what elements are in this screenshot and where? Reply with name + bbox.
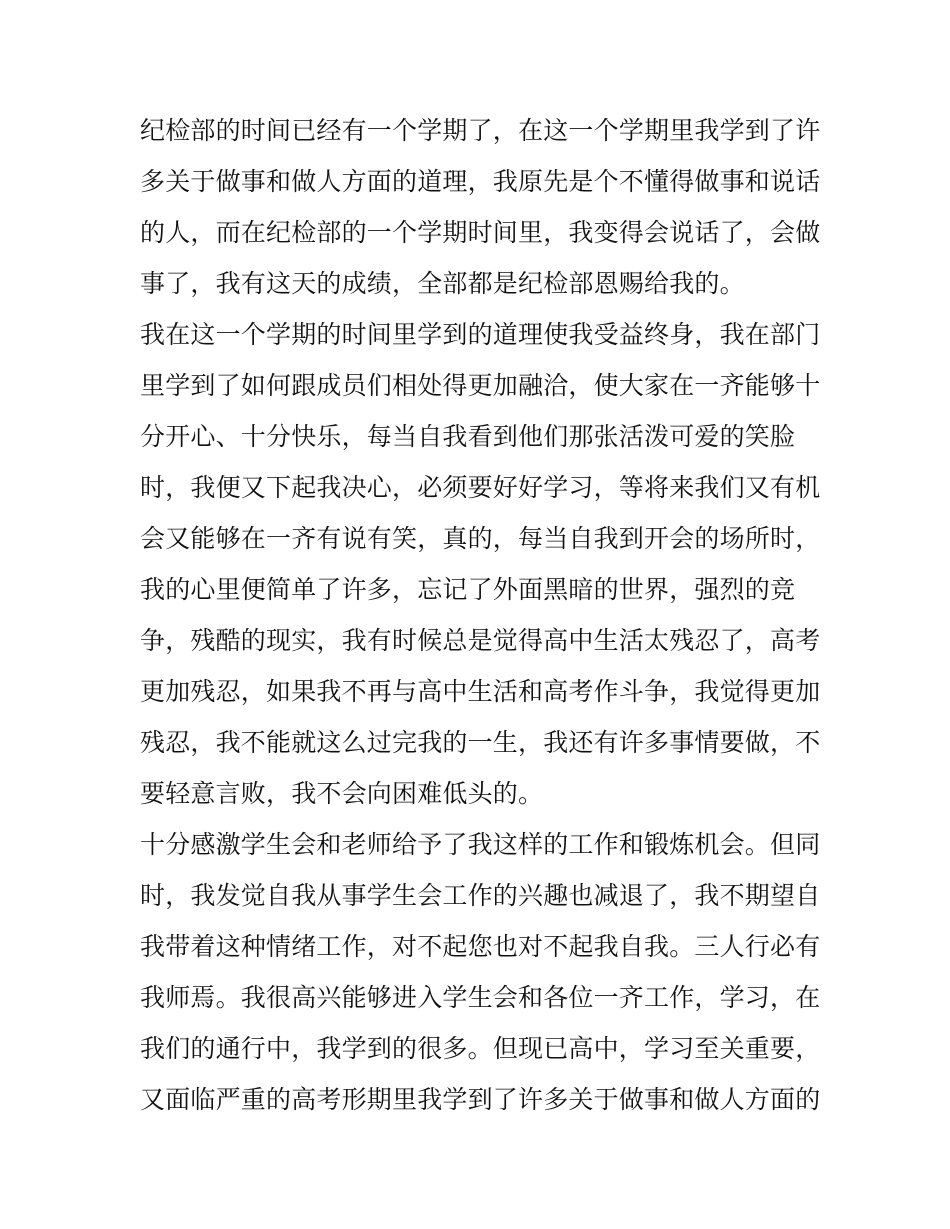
text-line: 我在这一个学期的时间里学到的道理使我受益终身，我在部门 (140, 320, 821, 349)
text-line: 我们的通行中，我学到的很多。但现已高中，学习至关重要， (140, 1034, 821, 1063)
text-line: 争，残酷的现实，我有时候总是觉得高中生活太残忍了，高考 (140, 626, 821, 655)
text-line: 我的心里便简单了许多，忘记了外面黑暗的世界，强烈的竞 (140, 575, 796, 604)
text-line: 会又能够在一齐有说有笑，真的，每当自我到开会的场所时， (140, 524, 821, 553)
text-line: 事了，我有这天的成绩，全部都是纪检部恩赐给我的。 (140, 269, 745, 298)
text-line: 里学到了如何跟成员们相处得更加融洽，使大家在一齐能够十 (140, 371, 821, 400)
text-line: 要轻意言败，我不会向困难低头的。 (140, 779, 544, 808)
text-line: 纪检部的时间已经有一个学期了，在这一个学期里我学到了许 (140, 116, 821, 145)
text-line: 我师焉。我很高兴能够进入学生会和各位一齐工作，学习，在 (140, 983, 821, 1012)
text-line: 的人，而在纪检部的一个学期时间里，我变得会说话了，会做 (140, 218, 821, 247)
text-line: 残忍，我不能就这么过完我的一生，我还有许多事情要做，不 (140, 728, 821, 757)
text-line: 时，我便又下起我决心，必须要好好学习，等将来我们又有机 (140, 473, 821, 502)
text-line: 时，我发觉自我从事学生会工作的兴趣也减退了，我不期望自 (140, 881, 821, 910)
text-line: 又面临严重的高考形期里我学到了许多关于做事和做人方面的 (140, 1085, 821, 1114)
text-line: 分开心、十分快乐，每当自我看到他们那张活泼可爱的笑脸 (140, 422, 796, 451)
text-line: 我带着这种情绪工作，对不起您也对不起我自我。三人行必有 (140, 932, 821, 961)
text-line: 十分感激学生会和老师给予了我这样的工作和锻炼机会。但同 (140, 830, 821, 859)
document-body (140, 105, 820, 1125)
text-line: 更加残忍，如果我不再与高中生活和高考作斗争，我觉得更加 (140, 677, 821, 706)
text-line: 多关于做事和做人方面的道理，我原先是个不懂得做事和说话 (140, 167, 821, 196)
